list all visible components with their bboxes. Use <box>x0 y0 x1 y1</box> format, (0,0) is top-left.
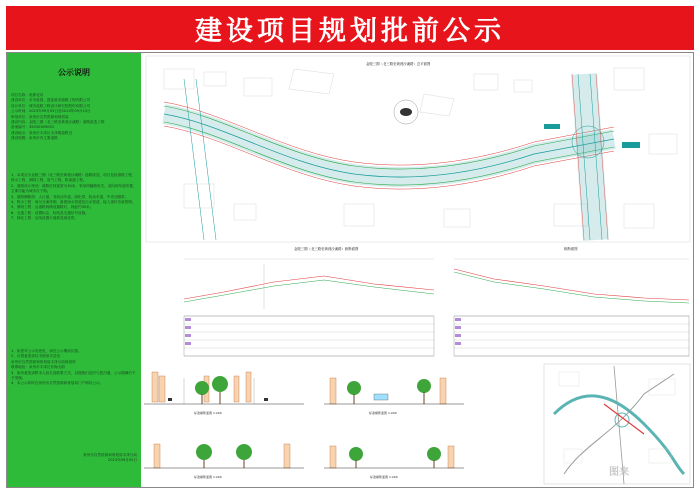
section-title-1: 标准横断面图 1:200 <box>194 411 222 415</box>
project-line: 审批单位：泉州市自然资源和规划局 <box>11 114 69 119</box>
section-title-4: 标准横断面图 1:200 <box>370 475 398 479</box>
project-line: 项目名称：电厦北站 <box>11 93 44 97</box>
project-line: 建设单位：市市政园、建委政务道路工程有限公司 <box>11 98 91 103</box>
cross-section-2 <box>324 378 464 415</box>
cross-section-4 <box>324 446 464 479</box>
engineering-drawing <box>144 54 692 486</box>
content-line: 2、道路设计规划：道路红线宽度为30米，采用两幅路形式，双向四车道布置，主要功能为城市次干路。 <box>11 183 137 194</box>
content-line: 6、交通工程：设置标志、标线及交通信号设施。 <box>11 210 89 215</box>
section-title-2: 标准横断面图 1:200 <box>369 411 397 415</box>
watermark: 图来 <box>609 467 629 478</box>
cross-section-3 <box>144 444 304 479</box>
plan-title: 金陵三期（北三路至黄巷沙溪路）总平面图 <box>366 62 431 66</box>
project-info <box>11 93 137 142</box>
contact-line: 联系地址：泉州市丰泽区东海大街 <box>11 365 65 370</box>
contact-line: 2、反馈意见请以书面形式送至： <box>11 354 64 359</box>
profile-title-right: 纵断面图 <box>564 247 578 251</box>
contact-line: 泉州市自然资源和规划局丰泽分局规划科 <box>11 359 76 364</box>
project-line: 设计单位：城市道路工程设计研究院股份有限公司 <box>11 103 91 108</box>
plan-view <box>146 56 690 242</box>
notice-board <box>6 52 694 488</box>
cross-section-1 <box>144 372 304 415</box>
content-line: 5、照明工程：沿道路两侧设置路灯，间距约30米。 <box>11 205 94 210</box>
notice-sidebar <box>7 53 141 487</box>
project-line: 建设地点：泉州市丰泽区丰泽街道附近 <box>11 130 73 135</box>
profile-title-left: 金陵三期（北三路至黄巷沙溪路）纵断面图 <box>294 247 359 251</box>
project-line: 公示时间：2023年09月05日至2023年09月15日 <box>11 109 91 114</box>
profile-left <box>184 246 434 356</box>
content-line: 3、道路横断面：人行道、非机动车道、绿化带、机动车道、中央分隔带。 <box>11 194 129 199</box>
profile-right <box>454 246 689 356</box>
title-banner <box>6 6 694 50</box>
project-line: 建设规模：泉州市内主要道路 <box>11 136 58 141</box>
section-title-3: 标准横断面图 1:200 <box>194 475 222 479</box>
footer-org: 泉州市自然资源和规划局丰泽分局 <box>83 453 137 457</box>
footer-date: 2023年09月05日 <box>107 458 137 463</box>
contact-line: 4、本公示同时在泉州市自然资源和规划局门户网站公示。 <box>11 381 104 386</box>
content-info <box>11 173 137 222</box>
project-line: 备案编号：35050309091 <box>11 125 55 130</box>
notice-heading: 公示说明 <box>58 68 90 77</box>
contact-line: 1、如您对公示有意见，请在公示期间反馈。 <box>11 349 82 353</box>
content-line: 1、本项目为金陵三期（北三路至黄巷沙溪路）道路改造，项目包括道路工程、排水工程、照明工程、电气工程、防渗漏工程。 <box>11 173 136 183</box>
content-line: 7、绿化工程：沿线设置行道树及绿化带。 <box>11 216 78 221</box>
notice-footer <box>11 453 137 464</box>
contact-info <box>11 349 137 387</box>
project-line: 建设内容：金陵三期（北三路至黄巷沙溪路）道路改造工程 <box>11 120 105 125</box>
page-title: 建设项目规划批前公示 <box>195 15 505 47</box>
contact-line: 3、如有意见请附本人姓名及联系方式，以便我们及时与您沟通，公示期满后不予受理。 <box>11 370 136 381</box>
content-line: 4、排水工程：雨污分流体制，新建雨水管道及污水管道，接入现状市政管网。 <box>11 200 136 205</box>
